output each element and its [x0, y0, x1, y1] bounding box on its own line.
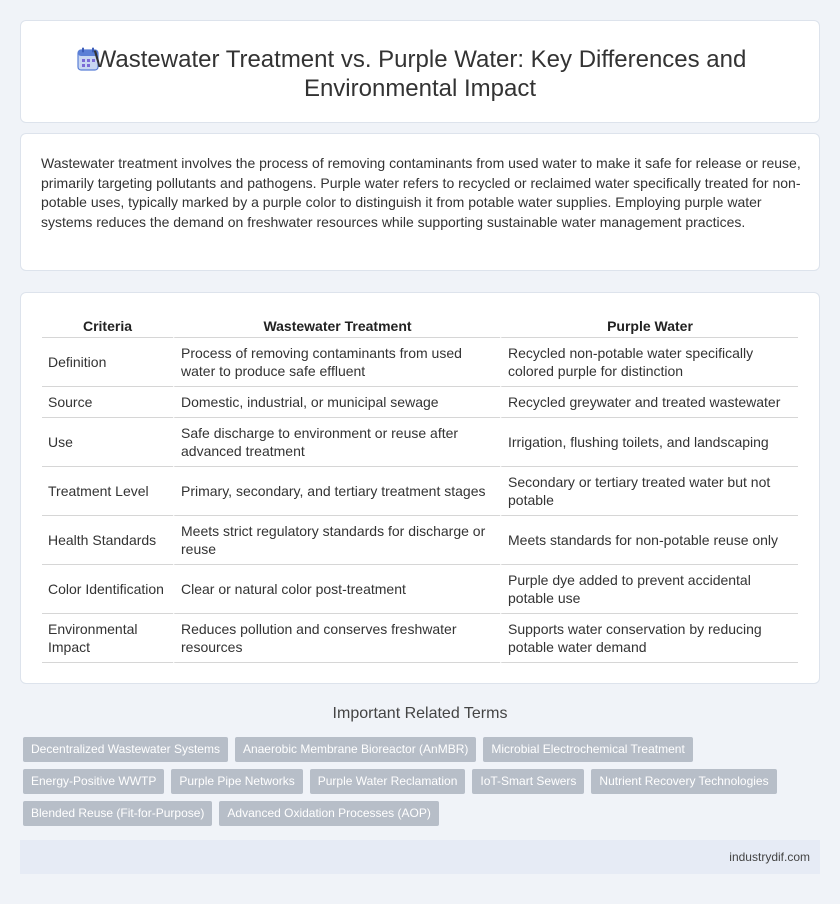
footer-site-link[interactable]: industrydif.com [729, 850, 810, 864]
row-wastewater: Meets strict regulatory standards for discharge or reuse [173, 516, 500, 565]
related-term-tag[interactable]: Purple Pipe Networks [171, 769, 302, 794]
related-term-tag[interactable]: Nutrient Recovery Technologies [591, 769, 776, 794]
related-term-tag[interactable]: Blended Reuse (Fit-for-Purpose) [23, 801, 212, 826]
related-term-tag[interactable]: Microbial Electrochemical Treatment [483, 737, 692, 762]
row-criteria: Environmental Impact [42, 614, 173, 663]
row-wastewater: Safe discharge to environment or reuse after advanced treatment [173, 418, 500, 467]
related-term-tag[interactable]: Anaerobic Membrane Bioreactor (AnMBR) [235, 737, 476, 762]
header-wastewater: Wastewater Treatment [173, 314, 500, 338]
table-row [42, 467, 798, 516]
related-terms-list [23, 737, 783, 833]
row-purple-water: Secondary or tertiary treated water but not potable [500, 467, 798, 516]
row-wastewater: Domestic, industrial, or municipal sewage [173, 387, 500, 418]
row-criteria: Treatment Level [42, 467, 173, 516]
header-criteria: Criteria [42, 314, 173, 338]
row-purple-water: Purple dye added to prevent accidental potable use [500, 565, 798, 614]
header-purple-water: Purple Water [500, 314, 798, 338]
table-row [42, 516, 798, 565]
row-purple-water: Recycled non-potable water specifically colored purple for distinction [500, 338, 798, 387]
row-purple-water: Meets standards for non-potable reuse only [500, 516, 798, 565]
related-term-tag[interactable]: Advanced Oxidation Processes (AOP) [219, 801, 438, 826]
table-header-row [42, 314, 798, 338]
page-title: Wastewater Treatment vs. Purple Water: Key Differences and Environmental Impact [93, 46, 747, 102]
table-row [42, 418, 798, 467]
row-purple-water: Irrigation, flushing toilets, and landscaping [500, 418, 798, 467]
row-criteria: Health Standards [42, 516, 173, 565]
related-term-tag[interactable]: Purple Water Reclamation [310, 769, 466, 794]
footer [20, 840, 820, 874]
row-wastewater: Process of removing contaminants from used water to produce safe effluent [173, 338, 500, 387]
title-card [20, 20, 820, 123]
row-purple-water: Recycled greywater and treated wastewater [500, 387, 798, 418]
table-row [42, 387, 798, 418]
table-row [42, 338, 798, 387]
intro-card [20, 133, 820, 271]
row-criteria: Color Identification [42, 565, 173, 614]
row-wastewater: Clear or natural color post-treatment [173, 565, 500, 614]
comparison-table [42, 314, 798, 663]
row-wastewater: Reduces pollution and conserves freshwater resources [173, 614, 500, 663]
row-criteria: Source [42, 387, 173, 418]
related-term-tag[interactable]: Energy-Positive WWTP [23, 769, 164, 794]
intro-paragraph: Wastewater treatment involves the process of removing contaminants from used water to make it safe for release or reuse, primarily targeting pollutants and pathogens. Purple water refers to recycled or reclaimed water specifically treated for non-potable uses, typically marked by a purple color to distinguish it from potable water supplies. Employing purple water systems reduces the demand on freshwater resources while supporting sustainable water management practices. [41, 155, 801, 230]
table-row [42, 614, 798, 663]
comparison-card [20, 292, 820, 684]
row-purple-water: Supports water conservation by reducing potable water demand [500, 614, 798, 663]
table-row [42, 565, 798, 614]
row-criteria: Definition [42, 338, 173, 387]
row-wastewater: Primary, secondary, and tertiary treatment stages [173, 467, 500, 516]
related-term-tag[interactable]: IoT-Smart Sewers [472, 769, 584, 794]
related-terms-title: Important Related Terms [332, 705, 508, 722]
related-term-tag[interactable]: Decentralized Wastewater Systems [23, 737, 228, 762]
row-criteria: Use [42, 418, 173, 467]
